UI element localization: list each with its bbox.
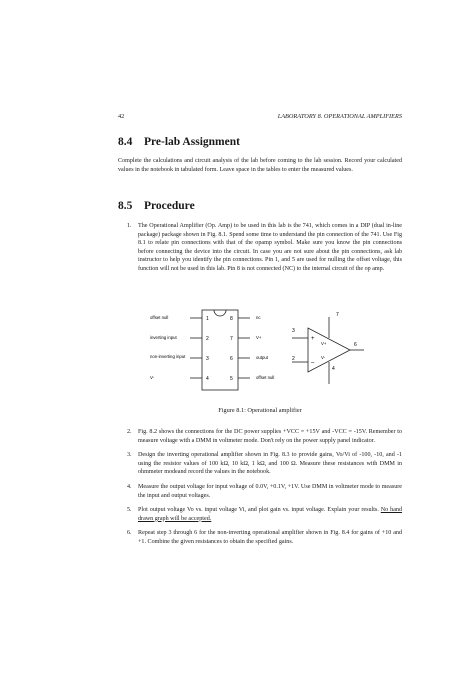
pin-label: offset null (256, 375, 275, 380)
running-header (118, 113, 402, 120)
procedure-item: 6. Repeat step 3 through 6 for the non-inverting operational amplifier shown in Fig. 8.4 for gains of +10 and +1. Combine the given resistances to obtain the specified gains. (127, 530, 402, 545)
prelab-paragraph: Complete the calculations and circuit analysis of the lab before coming to the lab session. Record your calculated values in the notebook in tabulated form. Leave space in the tables to enter the measured values. (118, 158, 402, 173)
pin-number: 4 (332, 366, 335, 372)
procedure-item: 3. Design the inverting operational amplifier shown in Fig. 8.3 to provide gains, Vo/Vi of -100, -10, and -1 using the resistor values of 100 kΩ, 10 kΩ, 1 kΩ, and 100 Ω. Measure these resistances with DMM in ohmmeter modeand record the values in the notebook. (127, 452, 402, 476)
figure-caption: Figure 8.1: Operational amplifier (218, 407, 302, 414)
pin-label: offset null (150, 315, 169, 320)
opamp-plus-sign: + (311, 336, 315, 342)
dip-package (150, 310, 274, 390)
pin-number: 6 (354, 342, 357, 348)
pin-number: 1 (206, 316, 209, 322)
pin-label: V- (150, 375, 155, 380)
page-number: 42 (118, 113, 125, 120)
dip-notch (214, 310, 226, 316)
section-heading-prelab (118, 136, 240, 148)
underlined-note: No hand drawn graph will be accepted. (138, 507, 402, 522)
pin-number: 6 (230, 356, 233, 362)
pin-label: nc (256, 315, 261, 320)
procedure-item: 5. Plot output voltage Vo vs. input voltage Vi, and plot gain vs. input voltage. Explain your results. No hand drawn graph will be accepted. (127, 507, 402, 522)
section-heading-procedure (118, 200, 195, 212)
procedure-item: 4. Measure the output voltage for input voltage of 0.0V, +0.1V, +1V. Use DMM in voltmeter mode to measure the input and output voltages. (127, 483, 402, 499)
pin-number: 5 (230, 376, 233, 382)
opamp-minus-sign: – (311, 360, 315, 366)
pin-number: 8 (230, 316, 233, 322)
pin-number: 7 (336, 312, 339, 318)
pin-number: 4 (206, 376, 209, 382)
section-number: 8.5 (118, 200, 133, 212)
pin-number: 3 (206, 356, 209, 362)
pin-label: V+ (256, 335, 262, 340)
opamp-diagram (118, 302, 402, 402)
pin-number: 2 (206, 336, 209, 342)
procedure-item: 2. Fig. 8.2 shows the connections for the DC power supplies +VCC = +15V and -VCC = -15V. Remember to measure voltage with a DMM in voltmeter mode. Don't rely on the power supply panel indicator. (127, 429, 402, 444)
procedure-item: 1. The Operational Amplifier (Op. Amp) to be used in this lab is the 741, which comes in a DIP (dual in-line package) package shown in Fig. 8.1. Spend some time to understand the pin connection of the 741. Use Fig 8.1 to relate pin connections with that of the opamp symbol. Make sure you know the pin connections before connecting the device into the circuit. In case you are not sure about the pin connections, ask lab instructor to help you identify the pin connections. Pin 1, and 5 are used for nulling the offset voltage, this function will not be used in this lab. Pin 8 is not connected (NC) to the internal circuit of the op amp. (127, 223, 402, 272)
pin-number: 7 (230, 336, 233, 342)
section-number: 8.4 (118, 136, 133, 148)
figure-opamp (118, 302, 402, 402)
pin-number: 3 (292, 328, 295, 334)
section-title: Procedure (144, 200, 195, 212)
pin-number: 2 (292, 356, 295, 362)
opamp-vplus-label: V+ (321, 341, 327, 346)
opamp-symbol (292, 312, 364, 384)
procedure-list-part1 (118, 222, 402, 274)
chapter-title: LABORATORY 8. OPERATIONAL AMPLIFIERS (277, 113, 402, 120)
pin-label: output (256, 355, 268, 360)
section-title: Pre-lab Assignment (144, 136, 240, 148)
procedure-list-part2 (118, 428, 402, 547)
pin-label: non-inverting input (150, 354, 186, 359)
opamp-vminus-label: V- (321, 355, 326, 360)
pin-label: inverting input (150, 335, 177, 340)
